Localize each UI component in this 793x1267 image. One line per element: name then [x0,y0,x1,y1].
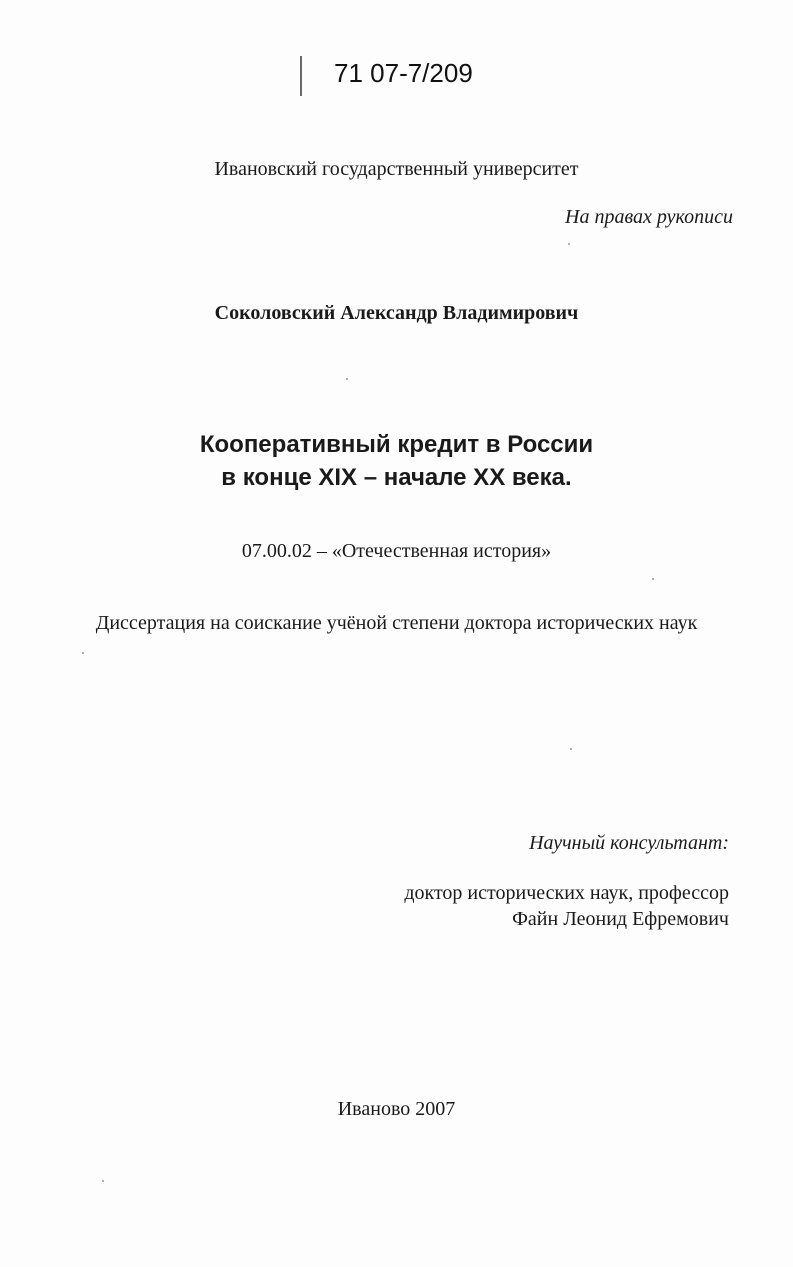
scan-speck [570,748,572,750]
archive-margin-line [300,56,306,96]
city-year: Иваново 2007 [337,1098,456,1120]
author-name: Соколовский Александр Владимирович [214,302,579,324]
title-line-2: в конце XIX – начале XX века. [221,464,572,491]
university-name: Ивановский государственный университет [214,158,579,180]
consultant-info [404,880,729,932]
manuscript-rights-note: На правах рукописи [565,206,733,228]
scan-speck [346,378,348,380]
scan-speck [82,652,84,654]
consultant-label: Научный консультант: [529,832,729,854]
specialty-code: 07.00.02 – «Отечественная история» [241,540,552,562]
dissertation-title [0,428,793,494]
title-line-1: Кооперативный кредит в России [199,431,594,458]
scan-speck [652,578,654,580]
dissertation-type: Диссертация на соискание учёной степени доктора исторических наук [95,612,698,634]
archive-code: 71 07-7/209 [334,58,473,88]
consultant-name: Файн Леонид Ефремович [512,908,729,930]
scan-speck [568,243,570,245]
consultant-degree: доктор исторических наук, профессор [404,882,729,904]
scan-speck [102,1180,104,1182]
